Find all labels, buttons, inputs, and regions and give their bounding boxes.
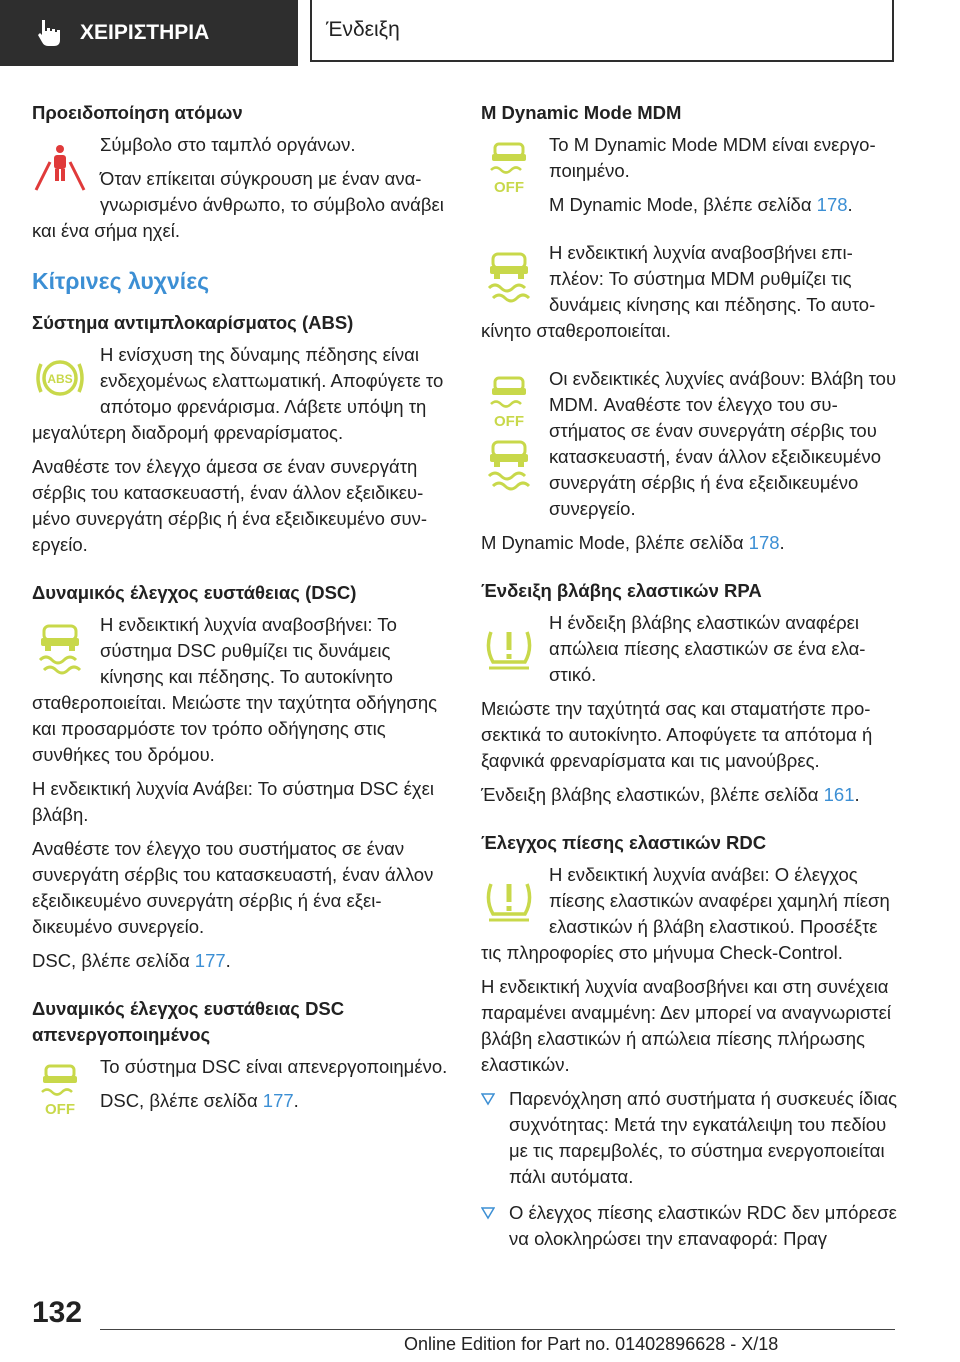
mdm-text-3: Οι ενδεικτικές λυχνίες ανάβουν: Βλάβη του MDM. Αναθέστε τον έλεγχο του συστήματος σε έναν συνεργάτη σέρβις του κατασκευαστή, έναν άλλον εξειδικευμένο συνεργάτη σέρβις ή ένα εξειδικευμένο συνεργείο. [549, 368, 897, 519]
tab-section[interactable] [310, 0, 894, 62]
page-number: 132 [32, 1296, 83, 1329]
rdc-bullet-list [481, 1086, 901, 1252]
dsc-off-ref-end: . [293, 1090, 299, 1111]
svg-text:ABS: ABS [47, 372, 73, 386]
rdc-text-1: Η ενδεικτική λυχνία ανάβει: Ο έλεγχος πίεσης ελαστικών αναφέρει χαμηλή πίεση ελαστικών ή βλάβη ελαστικού. Προσέξτε τις πληροφορίες στο μήνυμα Check-Control. [481, 864, 890, 963]
list-item [481, 1086, 901, 1190]
mdm-ref1-text: M Dynamic Mode, βλέπε σελίδα [549, 194, 817, 215]
rpa-ref-end: . [854, 784, 860, 805]
abs-entry [32, 342, 452, 454]
mdm-page-link-2[interactable]: 178 [748, 532, 780, 553]
rpa-page-link[interactable]: 161 [823, 784, 855, 805]
dsc-off-heading: Δυναμικός έλεγχος ευστάθειας DSC απενεργοποιημένος [32, 998, 345, 1045]
tab-manual-label: ΧΕΙΡΙΣΤΗΡΙΑ [80, 21, 210, 44]
rpa-text-1: Η ένδειξη βλάβης ελαστικών αναφέρει απώλεια πίεσης ελαστικών σε ένα ελαστικό. [549, 612, 866, 685]
abs-icon [32, 350, 88, 406]
mdm-fault-icons [481, 374, 537, 494]
right-column [481, 100, 901, 1262]
rdc-bullet-1: Παρενόχληση από συστήματα ή συσκευές ίδιας συχνότητας: Μετά την εγκατάλειψη του πεδίου με τις παρεμβολές, το σύστημα ενεργοποιείται πάλι αυτόματα. [509, 1088, 898, 1187]
pedestrian-entry [32, 132, 452, 252]
svg-text:OFF: OFF [45, 1101, 75, 1118]
dsc-text-3: Αναθέστε τον έλεγχο του συστήματος σε έναν συνεργάτη σέρβις του κατασκευαστή, έναν άλλον εξειδικευμένο συνεργάτη σέρβις ή ένα εξειδικευμένο συνεργείο. [32, 838, 434, 937]
mdm-reference-2 [481, 530, 901, 556]
rpa-ref-text: Ένδειξη βλάβης ελαστικών, βλέπε σελίδα [481, 784, 824, 805]
mdm-heading: M Dynamic Mode MDM [481, 102, 682, 123]
dsc-heading: Δυναμικός έλεγχος ευστάθειας (DSC) [32, 582, 357, 603]
mdm-off-icon [481, 140, 537, 196]
triangle-bullet-icon [481, 1092, 495, 1106]
dsc-off-text-1: Το σύστημα DSC είναι απενεργοποιημένο. [100, 1056, 448, 1077]
tire-pressure-icon [481, 618, 537, 674]
dsc-off-icon [32, 1062, 88, 1118]
rdc-entry [481, 862, 901, 974]
rpa-text-2: Μειώστε την ταχύτητά σας και σταματήστε προσεκτικά το αυτοκίνητο. Αποφύγετε τα απότομα ή ξαφνικά φρεναρίσματα και τις μανούβρες. [481, 698, 873, 771]
mdm-fault-entry [481, 366, 901, 530]
mdm-blink-entry [481, 240, 901, 352]
tab-section-label: Ένδειξη [326, 18, 400, 41]
rpa-heading: Ένδειξη βλάβης ελαστικών RPA [481, 580, 762, 601]
mdm-entry [481, 132, 901, 226]
dsc-off-reference [32, 1088, 452, 1114]
abs-heading: Σύστημα αντιμπλοκαρίσματος (ABS) [32, 312, 354, 333]
footer-divider [100, 1329, 895, 1330]
left-column [32, 100, 452, 1122]
dsc-text-1: Η ενδεικτική λυχνία αναβοσβήνει: Το σύστημα DSC ρυθμίζει τις δυνάμεις κίνησης και πέδησης. Το αυτοκίνητο σταθεροποιείται. Μειώστε την ταχύτητα οδήγησης και προσαρμόστε τον τρόπο οδήγησης στις συνθήκες του δρόμου. [32, 614, 438, 765]
mdm-reference-1 [481, 192, 901, 218]
mdm-page-link-1[interactable]: 178 [816, 194, 848, 215]
tire-pressure-icon [481, 870, 537, 926]
mdm-ref2-end: . [779, 532, 785, 553]
dsc-off-entry [32, 1054, 452, 1122]
svg-text:OFF: OFF [494, 413, 524, 430]
header-bar [0, 0, 960, 66]
section-title-yellow: Κίτρινες λυχνίες [32, 268, 210, 294]
svg-text:OFF: OFF [494, 179, 524, 196]
dsc-text-2: Η ενδεικτική λυχνία Ανάβει: Το σύστημα DSC έχει βλάβη. [32, 778, 434, 825]
abs-text-1: Η ενίσχυση της δύναμης πέδησης είναι ενδεχομένως ελαττωματική. Αποφύγετε το απότομο φρενάρισμα. Λάβετε υπόψη τη μεγαλύτερη διαδρομή φρεναρίσματος. [32, 344, 444, 443]
list-item [481, 1200, 901, 1252]
rpa-entry [481, 610, 901, 696]
pedestrian-heading: Προειδοποίηση ατόμων [32, 102, 243, 123]
mdm-text-2: Η ενδεικτική λυχνία αναβοσβήνει επιπλέον: Το σύστημα MDM ρυθμίζει τις δυνάμεις κίνησης και πέδησης. Το αυτοκίνητο σταθεροποιείται. [481, 242, 876, 341]
tab-manual[interactable] [0, 0, 298, 66]
footer-edition: Online Edition for Part no. 01402896628 - X/18 [404, 1334, 779, 1354]
rdc-bullet-2: Ο έλεγχος πίεσης ελαστικών RDC δεν μπόρεσε να ολοκληρώσει την επαναφορά: Πραγ [509, 1202, 897, 1249]
mdm-text-1: Το M Dynamic Mode MDM είναι ενεργοποιημένο. [549, 134, 876, 181]
dsc-icon [32, 620, 88, 676]
dsc-off-ref-text: DSC, βλέπε σελίδα [100, 1090, 263, 1111]
dsc-icon [481, 248, 537, 304]
dsc-entry [32, 612, 452, 776]
pedestrian-warning-icon [32, 140, 88, 196]
dsc-reference [32, 948, 452, 974]
dsc-ref-end: . [225, 950, 231, 971]
pedestrian-text-1: Σύμβολο στο ταμπλό οργάνων. [100, 134, 356, 155]
rpa-reference [481, 782, 901, 808]
pedestrian-text-2: Όταν επίκειται σύγκρουση με έναν αναγνωρισμένο άνθρωπο, το σύμβολο ανάβει και ένα σήμα ηχεί. [32, 168, 444, 241]
pointing-hand-icon [36, 18, 64, 48]
mdm-ref1-end: . [847, 194, 853, 215]
dsc-page-link[interactable]: 177 [194, 950, 226, 971]
mdm-ref2-text: M Dynamic Mode, βλέπε σελίδα [481, 532, 749, 553]
dsc-off-page-link[interactable]: 177 [262, 1090, 294, 1111]
triangle-bullet-icon [481, 1206, 495, 1220]
rdc-text-2: Η ενδεικτική λυχνία αναβοσβήνει και στη συνέχεια παραμένει αναμμένη: Δεν μπορεί να αναγνωριστεί βλάβη ελαστικών ή απώλεια πίεσης πλήρωσης ελαστικών. [481, 976, 891, 1075]
rdc-heading: Έλεγχος πίεσης ελαστικών RDC [481, 832, 767, 853]
dsc-ref-text: DSC, βλέπε σελίδα [32, 950, 195, 971]
abs-text-2: Αναθέστε τον έλεγχο άμεσα σε έναν συνεργάτη σέρβις του κατασκευαστή, έναν άλλον εξειδικευμένο συνεργάτη σέρβις ή ένα εξειδικευμένο συνεργείο. [32, 456, 428, 555]
